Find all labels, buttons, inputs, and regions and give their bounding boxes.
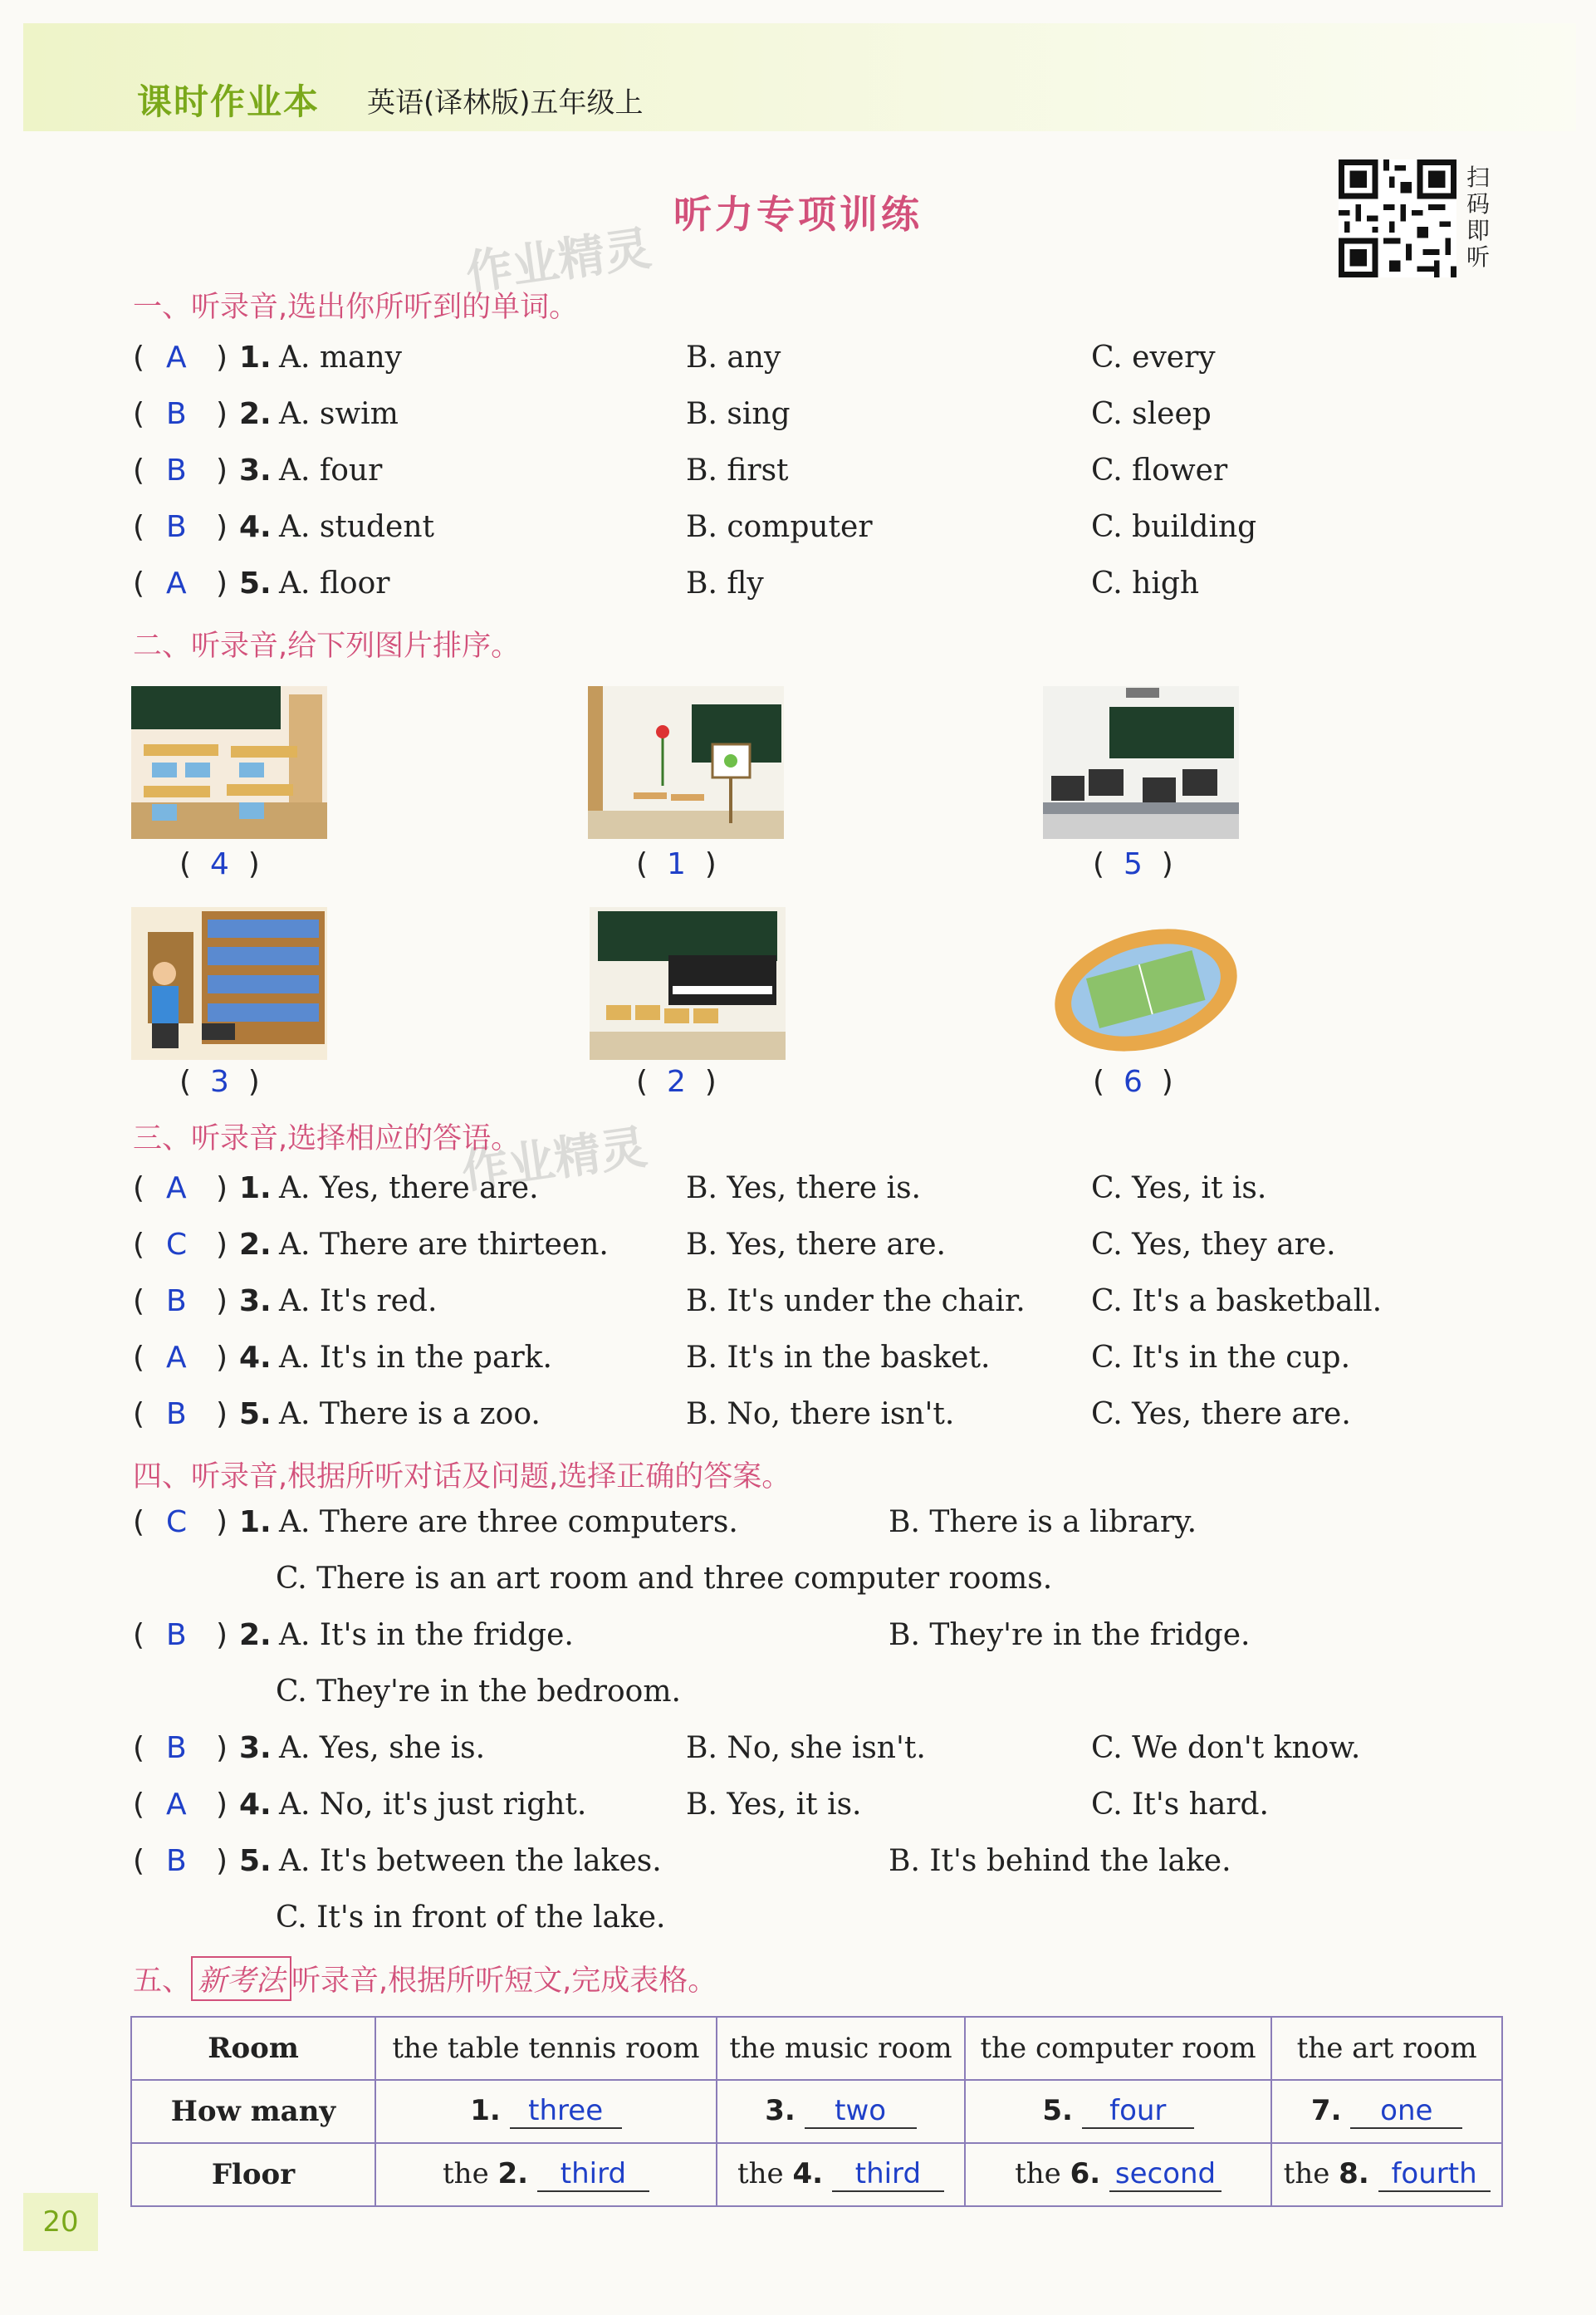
option-b: B. Yes, there are.: [686, 1228, 946, 1262]
option-a: A. It's in the park.: [279, 1341, 552, 1375]
option-a: A. swim: [279, 397, 399, 431]
option-c: C. Yes, they are.: [1091, 1228, 1336, 1262]
watermark: 作业精灵: [458, 1120, 651, 1200]
option-b: B. sing: [686, 397, 791, 431]
answer-letter: B: [166, 397, 187, 431]
option-a: A. No, it's just right.: [279, 1788, 587, 1822]
option-c: C. It's hard.: [1091, 1788, 1269, 1822]
option-a: A. floor: [279, 566, 390, 601]
option-a: A. It's between the lakes.: [279, 1844, 662, 1878]
option-b: B. fly: [686, 566, 764, 601]
answer-blank[interactable]: fourth: [1378, 2157, 1491, 2192]
watermark: 作业精灵: [463, 221, 655, 302]
picture-answer: ( 5 ): [1093, 847, 1173, 881]
option-a: A. It's in the fridge.: [279, 1618, 574, 1652]
question-number: 4.: [239, 510, 272, 544]
answer-letter: A: [166, 1171, 187, 1205]
answer-blank[interactable]: four: [1082, 2094, 1194, 2129]
table-cell: 1. three: [375, 2080, 717, 2143]
playground-picture: [1048, 914, 1244, 1067]
table-row: [131, 2080, 1502, 2143]
option-c: C. every: [1091, 341, 1216, 375]
answer-letter: A: [166, 1341, 187, 1375]
option-c: C. Yes, there are.: [1091, 1397, 1351, 1431]
option-a: A. many: [279, 341, 403, 375]
picture-answer: ( 1 ): [636, 847, 717, 881]
option-b: B. Yes, it is.: [686, 1788, 862, 1822]
option-c: C. sleep: [1091, 397, 1212, 431]
music-room-picture: [590, 907, 786, 1060]
option-c: C. There is an art room and three computer rooms.: [276, 1562, 1053, 1596]
answer-blank[interactable]: three: [510, 2094, 622, 2129]
option-b: B. No, she isn't.: [686, 1731, 926, 1765]
table-cell: the 8. fourth: [1271, 2143, 1502, 2206]
brand-title: 课时作业本: [137, 81, 321, 122]
table-cell: the table tennis room: [375, 2017, 717, 2080]
library-picture: [131, 907, 327, 1060]
table-cell: the computer room: [965, 2017, 1271, 2080]
option-a: A. Yes, she is.: [279, 1731, 486, 1765]
table-cell: the 4. third: [717, 2143, 965, 2206]
book-title: 英语(译林版)五年级上: [367, 86, 644, 120]
art-room-picture: [588, 686, 784, 839]
table-cell: 3. two: [717, 2080, 965, 2143]
option-a: A. There is a zoo.: [279, 1397, 541, 1431]
qr-label: 扫码即听: [1466, 164, 1491, 271]
answer-blank[interactable]: one: [1350, 2094, 1462, 2129]
question-number: 1.: [239, 341, 272, 375]
row-label: How many: [131, 2080, 375, 2143]
option-c: C. They're in the bedroom.: [276, 1675, 681, 1709]
picture-answer: ( 6 ): [1093, 1065, 1173, 1099]
option-c: C. It's in front of the lake.: [276, 1901, 666, 1935]
answer-letter: B: [166, 454, 187, 488]
section-4-heading: 四、听录音,根据所听对话及问题,选择正确的答案。: [133, 1460, 791, 1493]
question-number: 1.: [239, 1171, 272, 1205]
answer-letter: B: [166, 1284, 187, 1318]
answer-letter: C: [166, 1228, 188, 1262]
option-b: B. It's behind the lake.: [889, 1844, 1231, 1878]
classroom-picture: [131, 686, 327, 839]
option-b: B. There is a library.: [889, 1505, 1197, 1539]
picture-answer: ( 2 ): [636, 1065, 717, 1099]
option-a: A. There are three computers.: [279, 1505, 738, 1539]
option-c: C. We don't know.: [1091, 1731, 1361, 1765]
page-title: 听力专项训练: [673, 192, 923, 237]
question-number: 2.: [239, 397, 272, 431]
answer-blank[interactable]: third: [537, 2157, 649, 2192]
qr-code-icon[interactable]: [1339, 159, 1456, 277]
option-b: B. first: [686, 454, 789, 488]
option-c: C. It's a basketball.: [1091, 1284, 1383, 1318]
option-c: C. It's in the cup.: [1091, 1341, 1351, 1375]
option-b: B. Yes, there is.: [686, 1171, 921, 1205]
option-c: C. Yes, it is.: [1091, 1171, 1267, 1205]
option-b: B. any: [686, 341, 781, 375]
option-c: C. high: [1091, 566, 1200, 601]
question-number: 3.: [239, 454, 272, 488]
section-2-heading: 二、听录音,给下列图片排序。: [133, 630, 521, 663]
section-5-heading: 五、 新考法 听录音,根据所听短文,完成表格。: [133, 1956, 717, 2001]
page-number: 20: [23, 2193, 98, 2251]
question-number: 5.: [239, 1397, 272, 1431]
question-number: 2.: [239, 1228, 272, 1262]
answer-blank[interactable]: third: [832, 2157, 944, 2192]
question-number: 3.: [239, 1284, 272, 1318]
section-3-heading: 三、听录音,选择相应的答语。: [133, 1122, 521, 1155]
picture-answer: ( 4 ): [179, 847, 260, 881]
table-cell: 5. four: [965, 2080, 1271, 2143]
answer-table: [130, 2016, 1503, 2207]
answer-letter: A: [166, 341, 187, 375]
question-number: 4.: [239, 1341, 272, 1375]
option-a: A. four: [279, 454, 383, 488]
answer-blank[interactable]: two: [805, 2094, 917, 2129]
table-row: [131, 2017, 1502, 2080]
option-a: A. student: [279, 510, 435, 544]
answer-letter: B: [166, 510, 187, 544]
option-a: A. It's red.: [279, 1284, 438, 1318]
section-1-heading: 一、听录音,选出你所听到的单词。: [133, 291, 579, 324]
answer-blank[interactable]: second: [1109, 2157, 1221, 2192]
table-cell: the art room: [1271, 2017, 1502, 2080]
answer-letter: A: [166, 566, 187, 601]
option-c: C. flower: [1091, 454, 1228, 488]
computer-room-picture: [1043, 686, 1239, 839]
table-cell: 7. one: [1271, 2080, 1502, 2143]
table-row: [131, 2143, 1502, 2206]
table-cell: the music room: [717, 2017, 965, 2080]
row-label: Room: [131, 2017, 375, 2080]
option-b: B. It's under the chair.: [686, 1284, 1026, 1318]
option-b: B. They're in the fridge.: [889, 1618, 1251, 1652]
new-format-tag: 新考法: [191, 1956, 291, 2001]
option-b: B. It's in the basket.: [686, 1341, 991, 1375]
answer-letter: B: [166, 1397, 187, 1431]
picture-answer: ( 3 ): [179, 1065, 260, 1099]
row-label: Floor: [131, 2143, 375, 2206]
option-c: C. building: [1091, 510, 1257, 544]
question-number: 5.: [239, 566, 272, 601]
option-b: B. computer: [686, 510, 873, 544]
table-cell: the 6. second: [965, 2143, 1271, 2206]
option-b: B. No, there isn't.: [686, 1397, 955, 1431]
table-cell: the 2. third: [375, 2143, 717, 2206]
option-a: A. Yes, there are.: [279, 1171, 539, 1205]
option-a: A. There are thirteen.: [279, 1228, 609, 1262]
